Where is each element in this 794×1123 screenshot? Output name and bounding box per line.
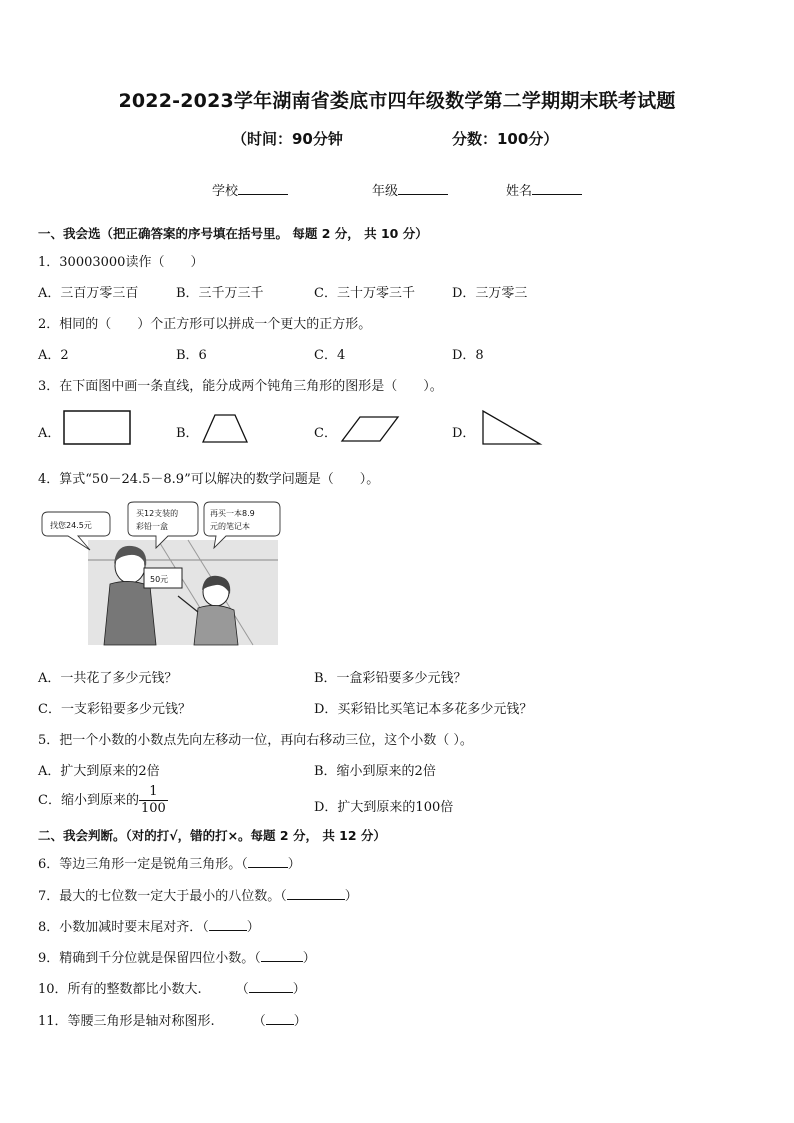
answer-blank-11[interactable]	[266, 1011, 294, 1025]
bubble-notebook-line2: 元的笔记本	[210, 522, 250, 531]
rectangle-shape	[62, 408, 134, 448]
fraction-numerator: 1	[139, 784, 168, 801]
q5-option-b[interactable]: B．缩小到原来的2倍	[314, 764, 436, 779]
bubble-change: 找您24.5元	[50, 521, 92, 530]
answer-blank-6[interactable]	[248, 854, 288, 868]
question-2: 2．相同的（ ）个正方形可以拼成一个更大的正方形。	[38, 317, 372, 332]
q3-option-a[interactable]: A．	[38, 426, 61, 441]
fraction	[139, 784, 168, 817]
question-1: 1．30003000读作（ ）	[38, 255, 204, 270]
q5-option-a[interactable]: A．扩大到原来的2倍	[38, 764, 160, 779]
question-6-close: ）	[287, 857, 301, 872]
question-10-text: 10．所有的整数都比小数大.	[38, 982, 202, 997]
q4-option-d[interactable]: D．买彩铅比买笔记本多花多少元钱？	[314, 702, 533, 717]
question-9-open: （	[254, 951, 261, 966]
q4-option-b[interactable]: B．一盒彩铅要多少元钱？	[314, 671, 467, 686]
answer-blank-10[interactable]	[249, 979, 293, 993]
q4-option-a[interactable]: A．一共花了多少元钱？	[38, 671, 178, 686]
q5-option-c[interactable]	[38, 784, 168, 817]
shopping-illustration	[38, 500, 283, 650]
question-10-close: ）	[292, 982, 306, 997]
question-10-open: （	[235, 982, 249, 997]
answer-blank-8[interactable]	[209, 917, 247, 931]
q1-option-d[interactable]: D．三万零三	[452, 286, 528, 301]
answer-blank-9[interactable]	[261, 948, 303, 962]
question-9-text: 9．精确到千分位就是保留四位小数。	[38, 951, 255, 966]
question-5: 5．把一个小数的小数点先向左移动一位，再向右移动三位，这个小数（ ）。	[38, 733, 473, 748]
fraction-denominator: 100	[140, 801, 166, 816]
section1-heading: 一、我会选（把正确答案的序号填在括号里。 每题 2 分， 共 10 分）	[38, 226, 428, 241]
question-7-close: ）	[344, 889, 358, 904]
bubble-pencils-line2: 彩铅一盒	[136, 522, 168, 531]
exam-time: （时间：90分钟	[232, 130, 343, 148]
question-9-close: ）	[302, 951, 316, 966]
question-8	[38, 916, 260, 935]
q1-option-b[interactable]: B．三千万三千	[176, 286, 264, 301]
page-title: 2022-2023学年湖南省娄底市四年级数学第二学期期末联考试题	[118, 90, 676, 112]
question-11	[38, 1010, 307, 1029]
question-8-close: ）	[246, 920, 260, 935]
grade-field[interactable]	[372, 180, 448, 199]
q2-option-d[interactable]: D．8	[452, 348, 484, 363]
question-7	[38, 885, 358, 904]
answer-blank-7[interactable]	[287, 886, 345, 900]
school-label: 学校	[212, 184, 239, 199]
bubble-notebook-line1: 再买一本8.9	[210, 509, 255, 518]
right-triangle-shape	[480, 408, 544, 448]
q3-option-d[interactable]: D．	[452, 426, 476, 441]
question-6	[38, 853, 301, 872]
question-3: 3．在下面图中画一条直线，能分成两个钝角三角形的图形是（ ）。	[38, 379, 443, 394]
q1-option-c[interactable]: C．三十万零三千	[314, 286, 415, 301]
grade-label: 年级	[372, 184, 399, 199]
q1-option-a[interactable]: A．三百万零三百	[38, 286, 139, 301]
name-label: 姓名	[506, 184, 533, 199]
question-8-open: （	[202, 920, 209, 935]
question-11-text: 11．等腰三角形是轴对称图形.	[38, 1014, 215, 1029]
q2-option-b[interactable]: B．6	[176, 348, 207, 363]
q5-option-d[interactable]: D．扩大到原来的100倍	[314, 800, 454, 815]
q2-option-c[interactable]: C．4	[314, 348, 346, 363]
question-6-open: （	[241, 857, 248, 872]
trapezoid-shape	[200, 412, 250, 446]
question-11-open: （	[252, 1014, 266, 1029]
section2-heading: 二、我会判断。（对的打√，错的打×。每题 2 分， 共 12 分）	[38, 828, 386, 843]
price-sign: 50元	[150, 575, 169, 584]
q3-option-b[interactable]: B．	[176, 426, 199, 441]
question-6-text: 6．等边三角形一定是锐角三角形。	[38, 857, 242, 872]
question-8-text: 8．小数加减时要末尾对齐．	[38, 920, 203, 935]
question-11-close: ）	[293, 1014, 307, 1029]
exam-score: 分数：100分）	[452, 130, 559, 148]
q4-option-c[interactable]: C．一支彩铅要多少元钱？	[38, 702, 191, 717]
school-field[interactable]	[212, 180, 288, 199]
question-9	[38, 947, 316, 966]
question-10	[38, 978, 306, 997]
question-7-text: 7．最大的七位数一定大于最小的八位数。	[38, 889, 281, 904]
bubble-pencils-line1: 买12支装的	[136, 509, 179, 518]
question-4: 4．算式“50－24.5－8.9”可以解决的数学问题是（ ）。	[38, 472, 380, 487]
q3-option-c[interactable]: C．	[314, 426, 337, 441]
q2-option-a[interactable]: A．2	[38, 348, 69, 363]
parallelogram-shape	[340, 414, 402, 444]
q5-option-c-text: C．缩小到原来的	[38, 793, 139, 808]
question-7-open: （	[280, 889, 287, 904]
name-field[interactable]	[506, 180, 582, 199]
